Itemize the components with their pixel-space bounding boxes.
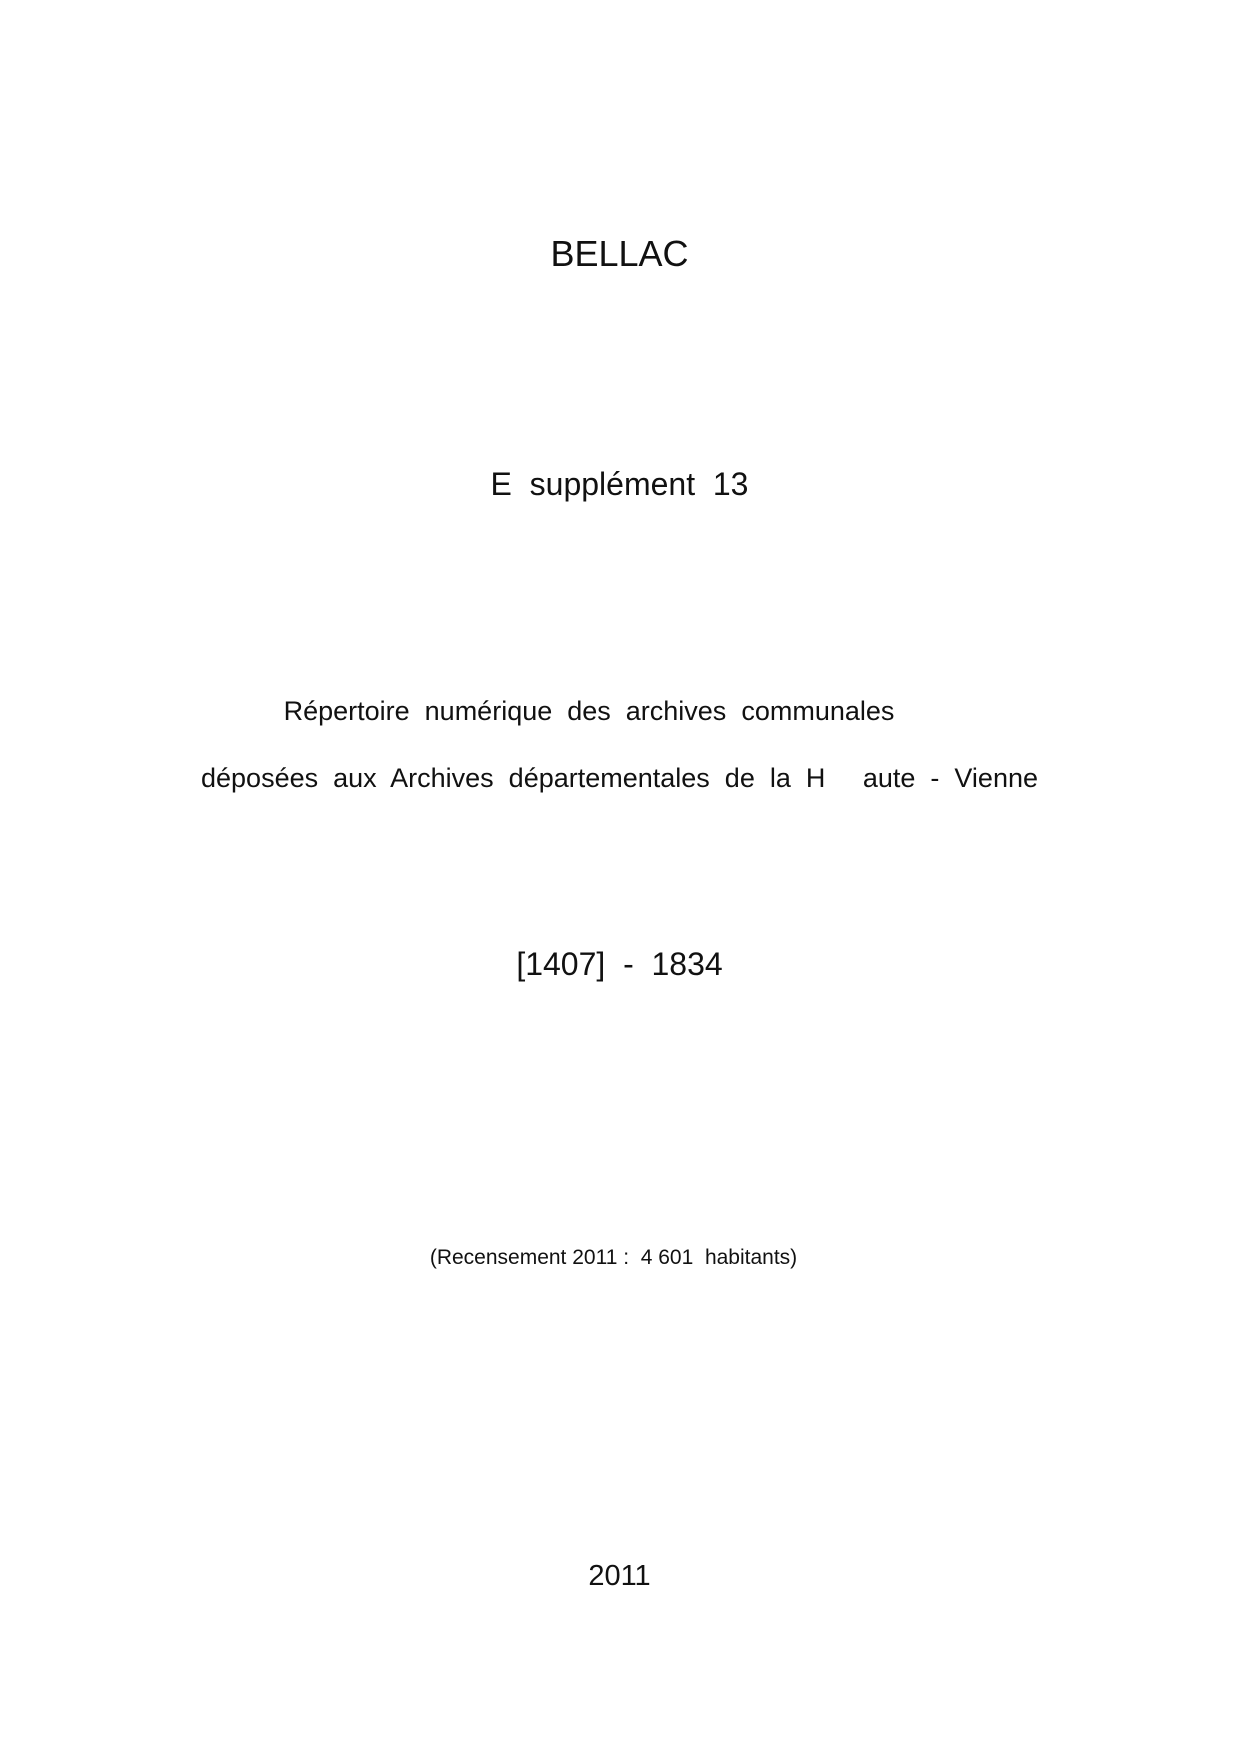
publication-year: 2011 bbox=[588, 1560, 651, 1592]
description-line-1: Répertoire numérique des archives communales bbox=[283, 696, 895, 726]
document-title: BELLAC bbox=[550, 233, 689, 274]
document-subtitle: E supplément 13 bbox=[490, 466, 749, 502]
description-line-2: déposées aux Archives départementales de la H aute - Vienne bbox=[201, 763, 1038, 793]
census-note: (Recensement 2011 : 4 601 habitants) bbox=[429, 1246, 798, 1269]
date-range: [1407] - 1834 bbox=[516, 946, 723, 982]
